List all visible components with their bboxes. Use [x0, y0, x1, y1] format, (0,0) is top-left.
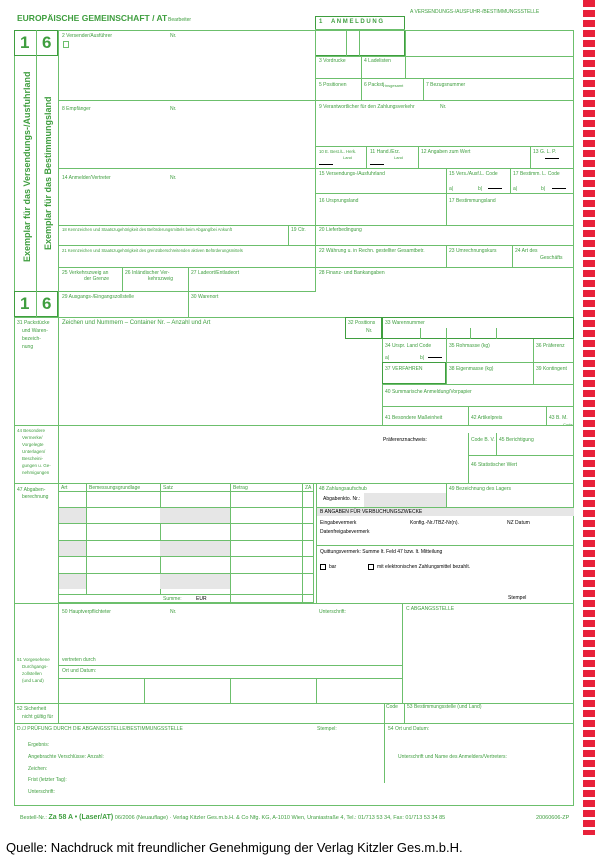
- bearbeiter-label: Bearbeiter: [168, 17, 192, 23]
- digit-bottom-1: 1: [20, 294, 30, 313]
- perforation-strip: [579, 0, 595, 835]
- form-title: EUROPÄISCHE GEMEINSCHAFT / AT: [17, 13, 168, 23]
- vertical-label-ausfuhr: Exemplar für das Versendungs-/Ausfuhrland: [22, 71, 32, 262]
- digit-top-6: 6: [42, 33, 52, 52]
- checkbox-2[interactable]: [63, 41, 69, 48]
- vertical-label-bestimmung: Exemplar für das Bestimmungsland: [43, 96, 53, 250]
- digit-top-1: 1: [20, 33, 30, 52]
- anmeldung-label: A N M E L D U N G: [331, 19, 384, 25]
- checkbox-elektronisch[interactable]: [368, 564, 374, 570]
- digit-bottom-6: 6: [42, 294, 52, 313]
- anmeldung-num: 1: [319, 19, 323, 25]
- caption: Quelle: Nachdruck mit freundlicher Genehmigung der Verlag Kitzler Ges.m.b.H.: [6, 840, 463, 855]
- field-a-label: A VERSENDUNGS-/AUSFUHR-/BESTIMMUNGSSTELLE: [410, 9, 540, 15]
- field-2-label: 2 Versender/Ausführer: [62, 33, 113, 39]
- checkbox-bar[interactable]: [320, 564, 326, 570]
- footer: Bestell-Nr.: Za 58 A • (Laser/AT) 06/2006 (Neuauflage) · Verlag Kitzler Ges.m.b.H. & Co Nfg. KG, A-1010 Wien, Uraniastraße 4, Tel.: 01/713 53 34, Fax: 01/713 53 34 85: [20, 814, 446, 821]
